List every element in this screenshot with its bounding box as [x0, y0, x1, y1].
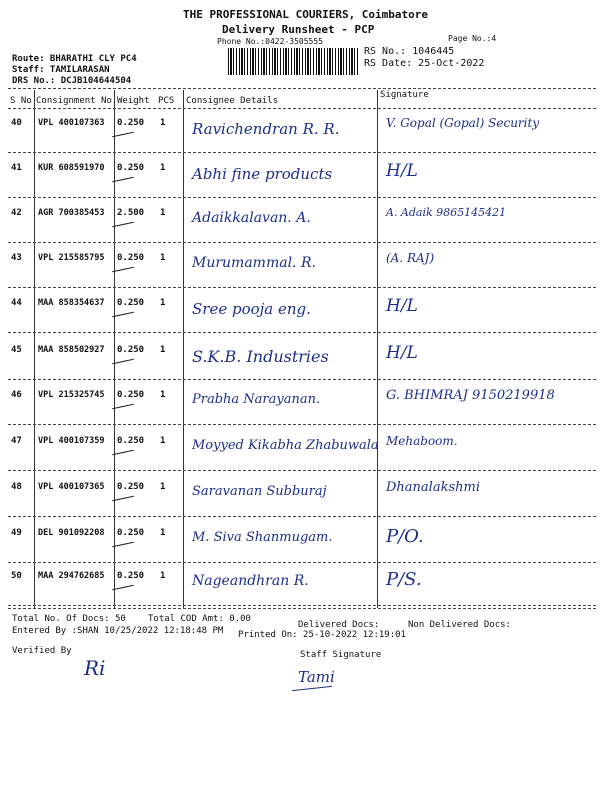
- header-pcs: PCS: [158, 96, 175, 106]
- row-sno: 50: [11, 571, 22, 581]
- row-signature: (A. RAJ): [386, 251, 435, 265]
- row-sno: 42: [11, 208, 22, 218]
- row-pcs: 1: [160, 298, 166, 308]
- row-signature: H/L: [386, 296, 418, 316]
- row-weight: 0.250: [117, 163, 145, 173]
- staff-signature-label: Staff Signature: [300, 650, 382, 660]
- row-weight: 0.250: [117, 253, 145, 263]
- row-consignment: MAA 858502927: [38, 345, 105, 355]
- row-consignee: S.K.B. Industries: [192, 347, 329, 366]
- row-divider: [8, 332, 596, 333]
- row-consignment: VPL 400107363: [38, 118, 105, 128]
- page-number: Page No.:4: [448, 34, 497, 43]
- phone-number: Phone No.:0422-3505555: [217, 37, 323, 46]
- row-signature: Dhanalakshmi: [386, 480, 480, 495]
- column-rule: [183, 90, 184, 608]
- row-pcs: 1: [160, 208, 166, 218]
- row-consignee: Moyyed Kikabha Zhabuwala: [192, 438, 379, 453]
- row-consignee: Abhi fine products: [192, 165, 333, 183]
- row-consignee: Saravanan Subburaj: [192, 484, 327, 499]
- row-signature: H/L: [386, 161, 418, 181]
- row-consignment: KUR 608591970: [38, 163, 105, 173]
- row-pcs: 1: [160, 253, 166, 263]
- row-weight: 0.250: [117, 436, 145, 446]
- row-sno: 44: [11, 298, 22, 308]
- row-consignee: Nageandhran R.: [192, 573, 309, 589]
- verified-by-label: Verified By: [12, 646, 72, 656]
- row-divider: [8, 197, 596, 198]
- entered-by: Entered By :SHAN 10/25/2022 12:18:48 PM: [12, 626, 224, 636]
- row-signature: H/L: [386, 343, 418, 363]
- company-name: THE PROFESSIONAL COURIERS, Coimbatore: [183, 8, 429, 21]
- header-consignment: Consignment No: [36, 96, 112, 106]
- divider: [8, 108, 596, 109]
- row-weight: 0.250: [117, 298, 145, 308]
- row-pcs: 1: [160, 163, 166, 173]
- row-sno: 47: [11, 436, 22, 446]
- row-weight: 0.250: [117, 571, 145, 581]
- row-sno: 48: [11, 482, 22, 492]
- row-consignment: MAA 294762685: [38, 571, 105, 581]
- row-divider: [8, 516, 596, 517]
- row-pcs: 1: [160, 571, 166, 581]
- row-pcs: 1: [160, 528, 166, 538]
- row-signature: P/S.: [386, 569, 422, 590]
- non-delivered-docs: Non Delivered Docs:: [408, 620, 511, 630]
- verified-signature: Ri: [84, 656, 106, 680]
- divider: [8, 608, 596, 609]
- column-rule: [377, 90, 378, 608]
- row-sno: 46: [11, 390, 22, 400]
- row-pcs: 1: [160, 436, 166, 446]
- row-tick-mark: [112, 177, 134, 183]
- row-divider: [8, 470, 596, 471]
- row-consignee: M. Siva Shanmugam.: [192, 530, 333, 545]
- row-pcs: 1: [160, 345, 166, 355]
- row-consignment: VPL 400107359: [38, 436, 105, 446]
- row-tick-mark: [112, 359, 134, 365]
- row-divider: [8, 152, 596, 153]
- row-consignee: Prabha Narayanan.: [192, 392, 321, 407]
- signature-underline: [292, 686, 332, 691]
- row-signature: P/O.: [386, 526, 424, 547]
- row-consignee: Ravichendran R. R.: [192, 120, 340, 138]
- rs-number: RS No.: 1046445: [364, 46, 455, 57]
- row-weight: 0.250: [117, 482, 145, 492]
- barcode-image: [228, 48, 358, 75]
- row-pcs: 1: [160, 118, 166, 128]
- row-tick-mark: [112, 132, 134, 138]
- column-rule: [34, 90, 35, 608]
- row-tick-mark: [112, 404, 134, 410]
- row-consignee: Sree pooja eng.: [192, 300, 311, 318]
- row-signature: A. Adaik 9865145421: [386, 206, 507, 219]
- delivered-docs: Delivered Docs:: [298, 620, 380, 630]
- document-title: Delivery Runsheet - PCP: [222, 23, 375, 36]
- header-consignee: Consignee Details: [186, 96, 279, 106]
- row-sno: 43: [11, 253, 22, 263]
- row-tick-mark: [112, 496, 134, 502]
- row-signature: G. BHIMRAJ 9150219918: [386, 388, 555, 403]
- row-pcs: 1: [160, 482, 166, 492]
- row-tick-mark: [112, 312, 134, 318]
- row-divider: [8, 605, 596, 606]
- row-divider: [8, 242, 596, 243]
- row-tick-mark: [112, 542, 134, 548]
- total-docs: Total No. Of Docs: 50: [12, 614, 126, 624]
- row-tick-mark: [112, 222, 134, 228]
- header-weight: Weight: [117, 96, 150, 106]
- row-consignment: VPL 400107365: [38, 482, 105, 492]
- row-weight: 0.250: [117, 390, 145, 400]
- row-signature: Mehaboom.: [386, 434, 458, 448]
- row-weight: 0.250: [117, 118, 145, 128]
- row-divider: [8, 424, 596, 425]
- row-tick-mark: [112, 267, 134, 273]
- row-sno: 40: [11, 118, 22, 128]
- row-sno: 41: [11, 163, 22, 173]
- row-consignment: VPL 215325745: [38, 390, 105, 400]
- route-label: Route: BHARATHI CLY PC4: [12, 54, 137, 64]
- row-consignment: DEL 901092208: [38, 528, 105, 538]
- row-weight: 2.500: [117, 208, 145, 218]
- row-tick-mark: [112, 585, 134, 591]
- row-consignee: Murumammal. R.: [192, 255, 316, 271]
- row-divider: [8, 562, 596, 563]
- column-rule: [114, 90, 115, 608]
- row-divider: [8, 287, 596, 288]
- header-signature: Signature: [380, 90, 429, 100]
- staff-label: Staff: TAMILARASAN: [12, 65, 110, 75]
- rs-date: RS Date: 25-Oct-2022: [364, 58, 485, 69]
- row-signature: V. Gopal (Gopal) Security: [386, 116, 540, 130]
- row-sno: 49: [11, 528, 22, 538]
- row-tick-mark: [112, 450, 134, 456]
- row-weight: 0.250: [117, 345, 145, 355]
- total-cod: Total COD Amt: 0.00: [148, 614, 251, 624]
- printed-on: Printed On: 25-10-2022 12:19:01: [238, 630, 406, 640]
- row-pcs: 1: [160, 390, 166, 400]
- row-weight: 0.250: [117, 528, 145, 538]
- row-divider: [8, 379, 596, 380]
- row-consignment: VPL 215585795: [38, 253, 105, 263]
- row-consignment: AGR 700385453: [38, 208, 105, 218]
- divider: [8, 88, 596, 89]
- staff-signature: Tami: [298, 668, 335, 686]
- row-consignee: Adaikkalavan. A.: [192, 210, 311, 226]
- header-sno: S No: [10, 96, 32, 106]
- drs-number: DRS No.: DCJB104644504: [12, 76, 132, 86]
- row-consignment: MAA 858354637: [38, 298, 105, 308]
- row-sno: 45: [11, 345, 22, 355]
